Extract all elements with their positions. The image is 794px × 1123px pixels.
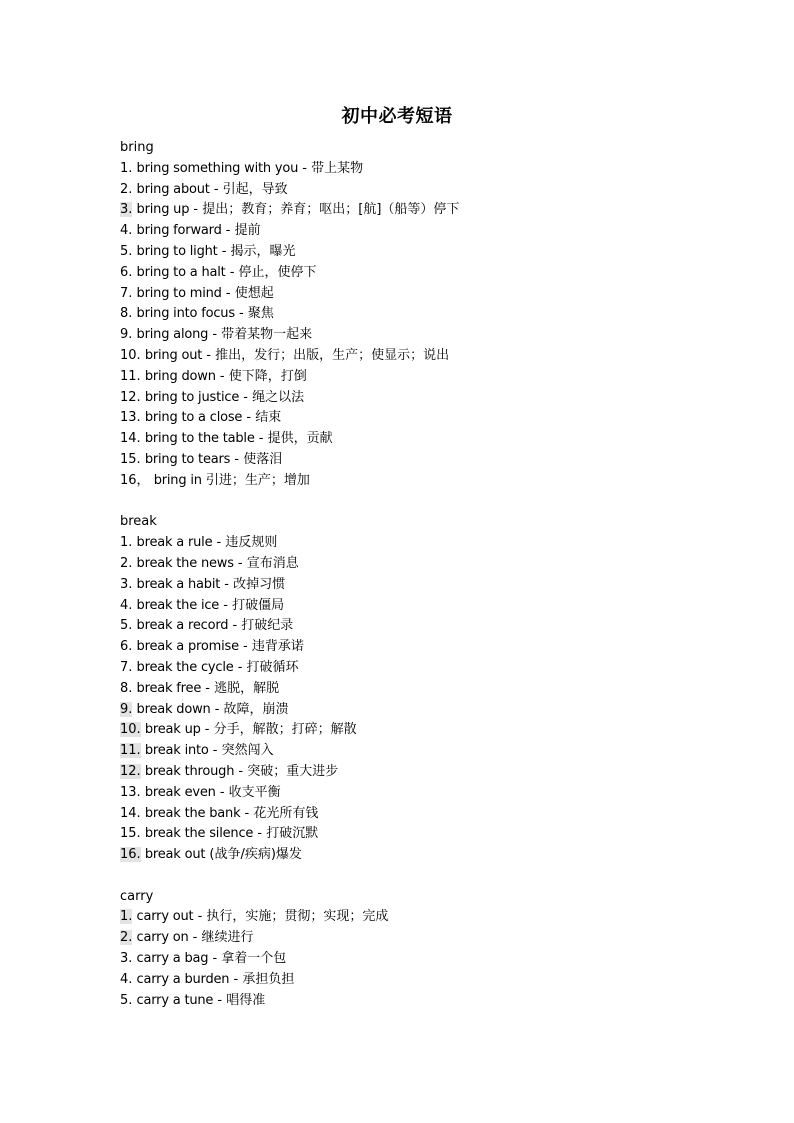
list-item <box>120 762 720 783</box>
item-number: 5. <box>120 243 133 259</box>
item-meaning: 改掉习惯 <box>233 576 286 592</box>
item-separator: - <box>213 992 227 1008</box>
item-phrase: carry on <box>136 930 189 946</box>
item-separator: - <box>208 327 222 343</box>
section-bring <box>120 138 720 492</box>
item-phrase: bring to the table <box>144 431 255 447</box>
item-number: 2. <box>120 930 133 946</box>
list-item <box>120 471 720 492</box>
item-separator: - <box>230 451 244 467</box>
list-item <box>120 367 720 388</box>
item-number: 6. <box>120 639 133 655</box>
list-item <box>120 180 720 201</box>
item-phrase: break a promise <box>136 639 239 655</box>
list-item <box>120 949 720 970</box>
item-phrase: bring in <box>153 472 202 488</box>
item-meaning: 聚焦 <box>247 306 274 322</box>
section-heading: bring <box>120 140 154 155</box>
item-number: 3. <box>120 576 133 592</box>
item-phrase: break a record <box>136 618 229 634</box>
item-phrase: break the bank <box>144 805 241 821</box>
item-phrase: break a rule <box>136 535 213 551</box>
list-item <box>120 200 720 221</box>
item-separator: - <box>233 555 247 571</box>
item-meaning: 违背承诺 <box>251 639 304 655</box>
item-phrase: bring to tears <box>144 451 231 467</box>
item-meaning: 绳之以法 <box>252 389 305 405</box>
item-separator: - <box>242 410 256 426</box>
item-phrase: break the ice <box>136 597 220 613</box>
list-item <box>120 263 720 284</box>
item-phrase: break even <box>144 784 216 800</box>
item-meaning: 收支平衡 <box>228 784 281 800</box>
item-meaning: 拿着一个包 <box>221 951 287 967</box>
list-item <box>120 970 720 991</box>
item-phrase: bring along <box>136 327 209 343</box>
item-separator: - <box>254 431 268 447</box>
item-phrase: bring out <box>144 347 203 363</box>
item-number: 12. <box>120 389 141 405</box>
item-phrase: bring up <box>136 202 190 218</box>
item-separator: - <box>238 639 252 655</box>
list-item <box>120 284 720 305</box>
list-item <box>120 388 720 409</box>
item-separator: - <box>219 597 233 613</box>
list-item <box>120 242 720 263</box>
item-meaning: 打破纪录 <box>241 618 294 634</box>
list-item <box>120 429 720 450</box>
item-separator: - <box>229 971 243 987</box>
list-item <box>120 325 720 346</box>
item-separator: - <box>201 680 215 696</box>
list-item <box>120 658 720 679</box>
item-phrase: bring about <box>136 181 210 197</box>
item-separator: - <box>202 347 216 363</box>
item-phrase: carry a bag <box>136 951 209 967</box>
item-phrase: break the silence <box>144 826 254 842</box>
item-phrase: break down <box>136 701 211 717</box>
item-separator: - <box>234 306 248 322</box>
item-number: 12. <box>120 763 141 779</box>
list-item <box>120 304 720 325</box>
section-heading: break <box>120 514 157 530</box>
item-separator: - <box>209 181 223 197</box>
item-phrase: break into <box>144 743 209 759</box>
item-meaning: 使落泪 <box>243 451 283 467</box>
item-meaning: 花光所有钱 <box>253 805 319 821</box>
item-separator: - <box>239 389 253 405</box>
item-meaning: 打破沉默 <box>266 826 319 842</box>
item-separator: - <box>210 701 224 717</box>
item-meaning: 突然闯入 <box>221 743 274 759</box>
item-meaning: 执行，实施；贯彻；实现；完成 <box>206 909 389 925</box>
item-number: 15. <box>120 451 141 467</box>
item-separator: - <box>298 160 312 176</box>
item-number: 5. <box>120 992 133 1008</box>
item-meaning: 提出；教育；养育；呕出；[航]（船等）停下 <box>202 202 460 218</box>
item-separator: - <box>193 909 207 925</box>
item-number: 2. <box>120 555 133 571</box>
item-meaning: 违反规则 <box>225 535 278 551</box>
item-meaning: 打破僵局 <box>232 597 285 613</box>
item-phrase: bring to light <box>136 243 218 259</box>
item-meaning: 引进；生产；增加 <box>205 472 310 488</box>
item-number: 4. <box>120 597 133 613</box>
item-number: 2. <box>120 181 133 197</box>
item-number: 3. <box>120 951 133 967</box>
item-phrase: break free <box>136 680 202 696</box>
section-break <box>120 512 720 866</box>
item-number: 5. <box>120 618 133 634</box>
item-number: 1. <box>120 909 133 925</box>
item-number: 14. <box>120 431 141 447</box>
item-separator: - <box>208 951 222 967</box>
list-item <box>120 720 720 741</box>
item-phrase: break up <box>144 722 201 738</box>
item-number: 11. <box>120 743 141 759</box>
item-separator: - <box>215 368 229 384</box>
item-phrase: bring something with you <box>136 160 299 176</box>
list-item <box>120 804 720 825</box>
item-meaning: 承担负担 <box>242 971 295 987</box>
item-meaning: 揭示，曝光 <box>230 243 296 259</box>
item-separator: - <box>200 722 214 738</box>
list-item <box>120 575 720 596</box>
item-number: 9. <box>120 327 133 343</box>
item-meaning: 提供，贡献 <box>267 431 333 447</box>
item-phrase: carry a tune <box>136 992 214 1008</box>
item-separator: - <box>240 805 254 821</box>
item-separator: - <box>188 930 202 946</box>
section-carry <box>120 887 720 1012</box>
list-item <box>120 450 720 471</box>
item-meaning: 结束 <box>255 410 282 426</box>
item-meaning: 逃脱，解脱 <box>214 680 280 696</box>
item-separator: - <box>228 618 242 634</box>
item-meaning: 故障，崩溃 <box>223 701 289 717</box>
item-meaning: 使想起 <box>234 285 274 301</box>
item-number: 1. <box>120 160 133 176</box>
list-item <box>120 907 720 928</box>
list-item <box>120 533 720 554</box>
item-number: 14. <box>120 805 141 821</box>
item-number: 7. <box>120 285 133 301</box>
item-meaning: 推出，发行；出版，生产；使显示；说出 <box>215 347 450 363</box>
item-number: 10. <box>120 347 141 363</box>
list-item <box>120 845 720 866</box>
item-number: 4. <box>120 971 133 987</box>
item-meaning: 打破循环 <box>246 659 299 675</box>
list-item <box>120 928 720 949</box>
item-number: 10. <box>120 722 141 738</box>
list-item <box>120 700 720 721</box>
item-meaning: 停止，使停下 <box>238 264 317 280</box>
item-phrase: bring forward <box>136 223 222 239</box>
item-phrase: carry a burden <box>136 971 230 987</box>
item-separator: - <box>225 264 239 280</box>
item-meaning: 突破；重大进步 <box>247 763 339 779</box>
list-item <box>120 991 720 1012</box>
item-separator: - <box>221 223 235 239</box>
item-number: 16， <box>120 472 150 488</box>
item-meaning: 引起，导致 <box>222 181 288 197</box>
list-item <box>120 408 720 429</box>
item-number: 15. <box>120 826 141 842</box>
item-meaning: 带着某物一起来 <box>221 327 313 343</box>
item-phrase: bring into focus <box>136 306 235 322</box>
list-item <box>120 221 720 242</box>
item-meaning: 提前 <box>234 223 261 239</box>
item-phrase: break through <box>144 763 235 779</box>
item-number: 16. <box>120 847 141 863</box>
list-item <box>120 741 720 762</box>
item-number: 13. <box>120 784 141 800</box>
item-meaning: (战争/疾病)爆发 <box>209 847 302 863</box>
item-separator: - <box>233 659 247 675</box>
item-meaning: 继续进行 <box>201 930 254 946</box>
item-number: 11. <box>120 368 141 384</box>
item-phrase: carry out <box>136 909 194 925</box>
item-separator: - <box>189 202 203 218</box>
item-number: 13. <box>120 410 141 426</box>
item-phrase: bring to a close <box>144 410 243 426</box>
item-number: 7. <box>120 659 133 675</box>
item-separator: - <box>221 285 235 301</box>
document-title: 初中必考短语 <box>341 106 453 127</box>
item-meaning: 使下降，打倒 <box>228 368 307 384</box>
list-item <box>120 616 720 637</box>
item-phrase: bring to a halt <box>136 264 226 280</box>
list-item <box>120 346 720 367</box>
item-phrase: break the cycle <box>136 659 234 675</box>
list-item <box>120 596 720 617</box>
item-meaning: 宣布消息 <box>246 555 299 571</box>
item-number: 9. <box>120 701 133 717</box>
phrase-list <box>120 138 720 1011</box>
item-phrase: bring down <box>144 368 216 384</box>
item-separator: - <box>234 763 248 779</box>
item-separator: - <box>212 535 226 551</box>
list-item <box>120 159 720 180</box>
item-number: 6. <box>120 264 133 280</box>
item-number: 8. <box>120 680 133 696</box>
item-phrase: break a habit <box>136 576 221 592</box>
item-meaning: 唱得准 <box>226 992 266 1008</box>
item-phrase: bring to justice <box>144 389 240 405</box>
list-item <box>120 637 720 658</box>
list-item <box>120 824 720 845</box>
item-phrase: bring to mind <box>136 285 222 301</box>
list-item <box>120 783 720 804</box>
item-separator: - <box>215 784 229 800</box>
item-separator: - <box>208 743 222 759</box>
item-separator: - <box>220 576 234 592</box>
list-item <box>120 554 720 575</box>
list-item <box>120 679 720 700</box>
item-separator: - <box>217 243 231 259</box>
section-heading: carry <box>120 888 154 904</box>
item-phrase: break out <box>144 847 206 863</box>
item-number: 4. <box>120 223 133 239</box>
item-separator: - <box>253 826 267 842</box>
item-number: 3. <box>120 202 133 218</box>
item-phrase: break the news <box>136 555 234 571</box>
item-meaning: 带上某物 <box>311 160 364 176</box>
item-number: 8. <box>120 306 133 322</box>
item-meaning: 分手，解散；打碎；解散 <box>213 722 357 738</box>
item-number: 1. <box>120 535 133 551</box>
